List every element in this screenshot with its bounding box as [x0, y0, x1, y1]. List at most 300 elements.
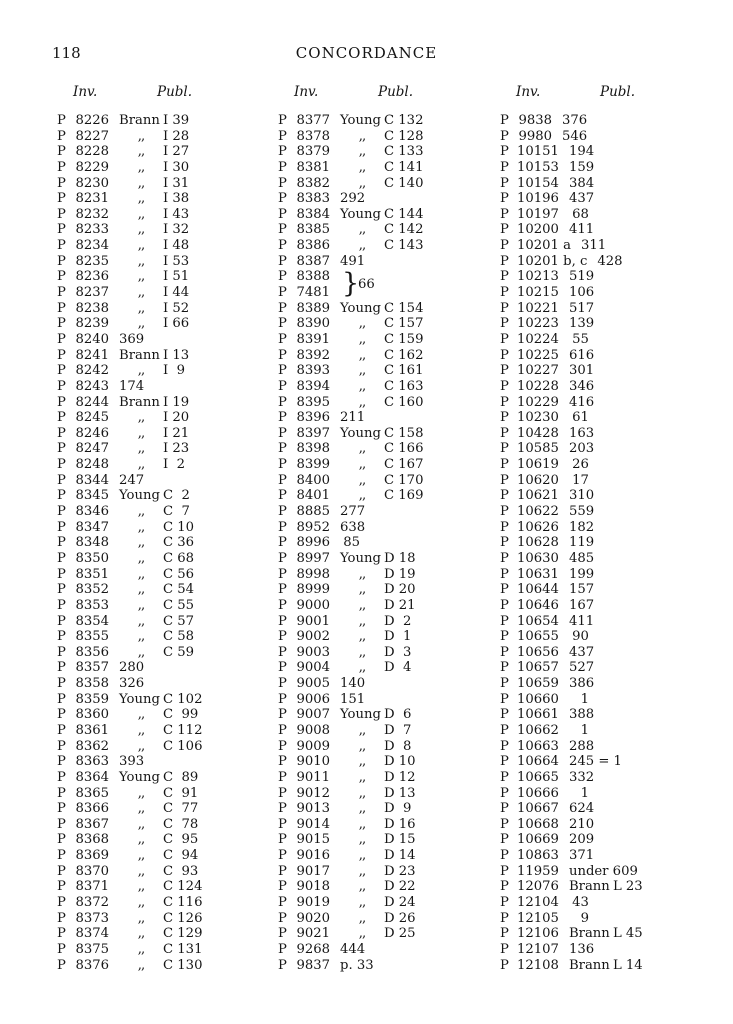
inventory-prefix: P	[278, 488, 287, 504]
table-row	[57, 379, 267, 395]
publication-code: D 15	[384, 832, 416, 848]
publication-value: 301	[568, 363, 595, 379]
inventory-prefix: P	[500, 175, 509, 191]
publication-value: 85	[343, 535, 360, 551]
publication-code: C 167	[384, 457, 424, 473]
inventory-prefix: P	[57, 895, 66, 911]
ditto-mark: ,,	[137, 926, 145, 942]
inventory-prefix: P	[57, 519, 66, 535]
publication-value: 485	[568, 550, 595, 566]
table-row	[278, 535, 488, 551]
publication-cell	[569, 614, 594, 630]
table-row	[57, 692, 267, 708]
inventory-prefix: P	[57, 863, 66, 879]
publication-code: D 6	[384, 707, 412, 723]
table-row	[57, 754, 267, 770]
inventory-prefix: P	[57, 722, 66, 738]
table-row	[500, 301, 710, 317]
column-rows	[57, 113, 267, 973]
ditto-mark: ,,	[358, 738, 366, 754]
publication-name: Brann	[568, 926, 610, 942]
publication-cell	[119, 958, 202, 974]
page-title: CONCORDANCE	[295, 44, 438, 62]
table-row	[57, 144, 267, 160]
inventory-prefix: P	[57, 660, 66, 676]
ditto-mark: ,,	[358, 144, 366, 160]
inventory-prefix: P	[57, 644, 66, 660]
publication-cell	[569, 426, 594, 442]
publication-name: Young	[340, 425, 381, 441]
table-row	[278, 848, 488, 864]
publication-value: 199	[568, 566, 595, 582]
table-row	[500, 207, 710, 223]
table-row	[500, 129, 710, 145]
inventory-prefix: P	[278, 926, 287, 942]
publication-value: 491	[340, 253, 366, 269]
table-row	[500, 285, 710, 301]
publication-cell	[340, 348, 423, 364]
inventory-prefix: P	[500, 785, 509, 801]
publication-value: 209	[568, 832, 595, 848]
ditto-mark: ,,	[358, 566, 366, 582]
publication-value: 194	[568, 144, 595, 160]
inventory-number: 8999	[296, 582, 330, 598]
table-row	[57, 629, 267, 645]
inventory-number: 8392	[296, 347, 330, 363]
publication-code: D 24	[384, 895, 416, 911]
inventory-number: 8345	[75, 488, 109, 504]
inventory-number: 8377	[296, 113, 330, 128]
table-row	[278, 942, 488, 958]
table-row	[278, 191, 488, 207]
publication-cell	[569, 457, 589, 473]
table-row	[500, 817, 710, 833]
publication-cell	[340, 926, 416, 942]
inventory-prefix: P	[57, 582, 66, 598]
publication-cell	[569, 676, 594, 692]
publication-code: C 159	[384, 331, 424, 347]
ditto-mark: ,,	[137, 191, 145, 207]
ditto-mark: ,,	[358, 347, 366, 363]
table-row	[57, 739, 267, 755]
publication-code: D 9	[384, 801, 412, 817]
inventory-prefix: P	[500, 550, 509, 566]
ditto-mark: ,,	[358, 801, 366, 817]
table-row	[278, 301, 488, 317]
table-row	[57, 911, 267, 927]
inventory-prefix: P	[278, 300, 287, 316]
inventory-number: 8382	[296, 175, 330, 191]
publication-value: 288	[568, 738, 595, 754]
publication-cell	[581, 238, 606, 254]
inventory-number: 9021	[296, 926, 330, 942]
publication-cell	[569, 316, 594, 332]
publication-cell	[119, 238, 189, 254]
inventory-number: 8376	[75, 957, 109, 973]
inventory-prefix: P	[57, 425, 66, 441]
table-row	[57, 645, 267, 661]
table-row	[278, 254, 488, 270]
publication-cell	[119, 379, 144, 395]
inventory-number: 8358	[75, 676, 109, 692]
publication-cell	[119, 582, 194, 598]
publication-value: 411	[568, 613, 595, 629]
ditto-mark: ,,	[137, 441, 145, 457]
publication-value: 346	[568, 378, 595, 394]
publication-cell	[340, 629, 411, 645]
publication-value: 437	[568, 644, 595, 660]
publication-cell	[569, 786, 589, 802]
inventory-prefix: P	[278, 128, 287, 144]
inventory-number: 8242	[75, 363, 109, 379]
inventory-number: 9016	[296, 848, 330, 864]
inventory-number: 10655	[517, 629, 559, 645]
table-row	[57, 285, 267, 301]
table-row	[500, 864, 710, 880]
table-row	[57, 222, 267, 238]
publication-value: 1	[580, 722, 589, 738]
publication-code: C 93	[163, 863, 199, 879]
publication-name: Brann	[568, 957, 610, 973]
inventory-prefix: P	[57, 441, 66, 457]
publication-cell	[119, 426, 189, 442]
publication-code: C 36	[163, 535, 195, 551]
publication-cell	[119, 629, 194, 645]
inventory-prefix: P	[57, 285, 66, 301]
publication-cell	[119, 895, 202, 911]
inventory-prefix: P	[57, 707, 66, 723]
ditto-mark: ,,	[137, 848, 145, 864]
column-rows	[500, 113, 710, 973]
publication-code: I 30	[163, 159, 190, 175]
publication-code: D 1	[384, 629, 412, 645]
inventory-number: 8357	[75, 660, 109, 676]
ditto-mark: ,,	[137, 566, 145, 582]
publication-code: C 162	[384, 347, 424, 363]
inventory-number: 8352	[75, 582, 109, 598]
publication-code: C 154	[384, 300, 424, 316]
table-row	[278, 660, 488, 676]
inventory-prefix: P	[278, 378, 287, 394]
inventory-prefix: P	[278, 238, 287, 254]
ditto-mark: ,,	[137, 457, 145, 473]
inventory-prefix: P	[278, 863, 287, 879]
inventory-prefix: P	[57, 816, 66, 832]
ditto-mark: ,,	[137, 644, 145, 660]
inventory-prefix: P	[500, 676, 509, 692]
publication-cell	[340, 598, 416, 614]
publication-code: C 68	[163, 550, 195, 566]
ditto-mark: ,,	[358, 597, 366, 613]
table-row	[57, 316, 267, 332]
table-row	[278, 222, 488, 238]
inventory-number: 10228	[517, 378, 559, 394]
inventory-prefix: P	[278, 910, 287, 926]
inventory-prefix: P	[57, 300, 66, 316]
table-row	[278, 864, 488, 880]
inventory-number: 8231	[75, 191, 109, 207]
inventory-number: 10428	[517, 425, 559, 441]
inventory-prefix: P	[500, 816, 509, 832]
inventory-number: 8885	[296, 504, 330, 520]
inventory-prefix: P	[278, 629, 287, 645]
publication-value: 61	[572, 410, 589, 426]
publication-value: 159	[568, 159, 595, 175]
table-row	[57, 786, 267, 802]
ditto-mark: ,,	[137, 253, 145, 269]
table-row	[500, 269, 710, 285]
inventory-number: 10646	[517, 597, 559, 613]
inventory-number: 8399	[296, 457, 330, 473]
inventory-prefix: P	[278, 597, 287, 613]
ditto-mark: ,,	[358, 785, 366, 801]
ditto-mark: ,,	[137, 535, 145, 551]
publication-cell	[119, 754, 144, 770]
inventory-prefix: P	[500, 660, 509, 676]
publication-value: 157	[568, 582, 595, 598]
table-row	[278, 958, 488, 974]
page-number: 118	[52, 44, 81, 62]
publication-cell	[569, 160, 594, 176]
inventory-number: 8997	[296, 550, 330, 566]
publication-code: C 126	[163, 910, 203, 926]
ditto-mark: ,,	[358, 472, 366, 488]
publication-cell	[569, 395, 594, 411]
table-row	[278, 144, 488, 160]
publication-cell	[569, 332, 589, 348]
inventory-number: 8344	[75, 472, 109, 488]
publication-cell	[340, 426, 423, 442]
table-row	[278, 879, 488, 895]
publication-value: 182	[568, 519, 595, 535]
inventory-prefix: P	[500, 848, 509, 864]
publication-cell	[340, 676, 365, 692]
publication-code: C 143	[384, 238, 424, 254]
inventory-prefix: P	[278, 722, 287, 738]
publication-value: 151	[340, 691, 366, 707]
ditto-mark: ,,	[137, 613, 145, 629]
inventory-number: 10201 b, c	[517, 253, 588, 269]
publication-code: I 13	[163, 347, 190, 363]
publication-cell	[569, 926, 643, 942]
inventory-prefix: P	[278, 832, 287, 848]
publication-cell	[569, 801, 594, 817]
publication-cell	[119, 676, 144, 692]
inventory-number: 10200	[517, 222, 559, 238]
table-row	[57, 207, 267, 223]
ditto-mark: ,,	[137, 175, 145, 191]
publication-cell	[340, 535, 360, 551]
inventory-prefix: P	[500, 316, 509, 332]
publication-cell	[340, 410, 365, 426]
table-row	[278, 269, 488, 285]
inventory-prefix: P	[500, 425, 509, 441]
inventory-prefix: P	[278, 707, 287, 723]
ditto-mark: ,,	[137, 785, 145, 801]
publication-cell	[340, 739, 411, 755]
inventory-number: 9004	[296, 660, 330, 676]
table-row	[57, 473, 267, 489]
table-row	[500, 879, 710, 895]
publication-cell	[569, 645, 594, 661]
inventory-number: 8362	[75, 738, 109, 754]
publication-value: p. 33	[340, 957, 374, 973]
inventory-number: 8396	[296, 410, 330, 426]
publication-value: 139	[568, 316, 595, 332]
inventory-number: 8401	[296, 488, 330, 504]
publication-cell	[569, 191, 594, 207]
inventory-prefix: P	[278, 175, 287, 191]
publication-code: D 25	[384, 926, 416, 942]
table-row	[278, 551, 488, 567]
table-row	[500, 707, 710, 723]
publication-cell	[569, 660, 594, 676]
publication-cell	[569, 473, 589, 489]
publication-value: 106	[568, 285, 595, 301]
inventory-number: 10628	[517, 535, 559, 551]
ditto-mark: ,,	[358, 754, 366, 770]
inventory-number: 10223	[517, 316, 559, 332]
publication-cell	[597, 254, 622, 270]
publication-value: 369	[119, 331, 145, 347]
table-row	[500, 238, 710, 254]
table-row	[500, 488, 710, 504]
inventory-number: 8394	[296, 378, 330, 394]
table-row	[500, 254, 710, 270]
inventory-prefix: P	[57, 941, 66, 957]
table-row	[57, 410, 267, 426]
table-row	[278, 926, 488, 942]
inventory-number: 9014	[296, 816, 330, 832]
inventory-number: 10644	[517, 582, 559, 598]
table-row	[57, 176, 267, 192]
inventory-prefix: P	[278, 347, 287, 363]
inventory-prefix: P	[500, 378, 509, 394]
ditto-mark: ,,	[137, 222, 145, 238]
inventory-prefix: P	[500, 832, 509, 848]
inventory-number: 12076	[517, 879, 559, 895]
publication-code: I 2	[163, 457, 185, 473]
ditto-mark: ,,	[358, 582, 366, 598]
inventory-prefix: P	[500, 722, 509, 738]
column-header	[500, 84, 710, 113]
inventory-prefix: P	[57, 175, 66, 191]
publication-cell	[119, 176, 189, 192]
publication-value: 68	[572, 206, 589, 222]
inventory-number: 8395	[296, 394, 330, 410]
inventory-prefix: P	[57, 316, 66, 332]
table-row	[57, 301, 267, 317]
publication-cell	[119, 848, 198, 864]
publication-cell	[119, 645, 194, 661]
table-row	[278, 911, 488, 927]
publication-code: C 54	[163, 582, 195, 598]
table-row	[57, 723, 267, 739]
inventory-prefix: P	[57, 676, 66, 692]
publication-cell	[119, 817, 198, 833]
inventory-number: 10863	[517, 848, 559, 864]
inventory-prefix: P	[57, 472, 66, 488]
publication-cell	[340, 958, 374, 974]
ditto-mark: ,,	[137, 316, 145, 332]
publication-value: 411	[568, 222, 595, 238]
inventory-number: 10664	[517, 754, 559, 770]
inventory-prefix: P	[57, 269, 66, 285]
publication-cell	[119, 801, 198, 817]
table-row	[500, 473, 710, 489]
inventory-number: 12108	[517, 957, 559, 973]
publication-cell	[569, 144, 594, 160]
publication-cell	[119, 473, 144, 489]
publication-cell	[119, 770, 198, 786]
publication-cell	[569, 269, 594, 285]
publication-cell	[119, 441, 189, 457]
inventory-number: 8359	[75, 691, 109, 707]
ditto-mark: ,,	[137, 738, 145, 754]
ditto-mark: ,,	[358, 769, 366, 785]
inventory-number: 8397	[296, 425, 330, 441]
table-row	[500, 379, 710, 395]
inventory-prefix: P	[278, 848, 287, 864]
table-row	[278, 316, 488, 332]
publication-code: D 3	[384, 644, 412, 660]
publication-code: C 133	[384, 144, 424, 160]
inventory-number: 10654	[517, 613, 559, 629]
inventory-number: 10657	[517, 660, 559, 676]
publication-value: 384	[568, 175, 595, 191]
table-row	[500, 191, 710, 207]
inventory-prefix: P	[57, 488, 66, 504]
inventory-prefix: P	[57, 113, 66, 128]
publication-cell	[569, 285, 594, 301]
inventory-prefix: P	[57, 769, 66, 785]
inventory-prefix: P	[500, 863, 509, 879]
inventory-prefix: P	[57, 206, 66, 222]
publication-code: D 14	[384, 848, 416, 864]
inventory-number: 8234	[75, 238, 109, 254]
publication-name: Young	[340, 206, 381, 222]
inventory-number: 12106	[517, 926, 559, 942]
inventory-prefix: P	[500, 519, 509, 535]
publication-cell	[340, 832, 416, 848]
publication-cell	[340, 395, 423, 411]
table-row	[500, 441, 710, 457]
table-row	[57, 504, 267, 520]
publication-cell	[119, 942, 202, 958]
ditto-mark: ,,	[358, 159, 366, 175]
publication-value: 277	[340, 504, 366, 520]
ditto-mark: ,,	[358, 128, 366, 144]
inventory-prefix: P	[57, 597, 66, 613]
table-row	[57, 567, 267, 583]
publication-cell	[119, 254, 189, 270]
table-row	[278, 817, 488, 833]
inventory-number: 8346	[75, 504, 109, 520]
publication-code: C 170	[384, 472, 424, 488]
inventory-prefix: P	[57, 331, 66, 347]
table-row	[278, 332, 488, 348]
ditto-mark: ,,	[137, 582, 145, 598]
publication-code: I 66	[163, 316, 190, 332]
table-row	[57, 801, 267, 817]
inventory-number: 8240	[75, 331, 109, 347]
table-row	[57, 598, 267, 614]
inventory-prefix: P	[500, 926, 509, 942]
table-row	[500, 535, 710, 551]
publication-code: C 130	[163, 957, 203, 973]
publication-code: D 26	[384, 910, 416, 926]
publication-cell	[340, 582, 416, 598]
